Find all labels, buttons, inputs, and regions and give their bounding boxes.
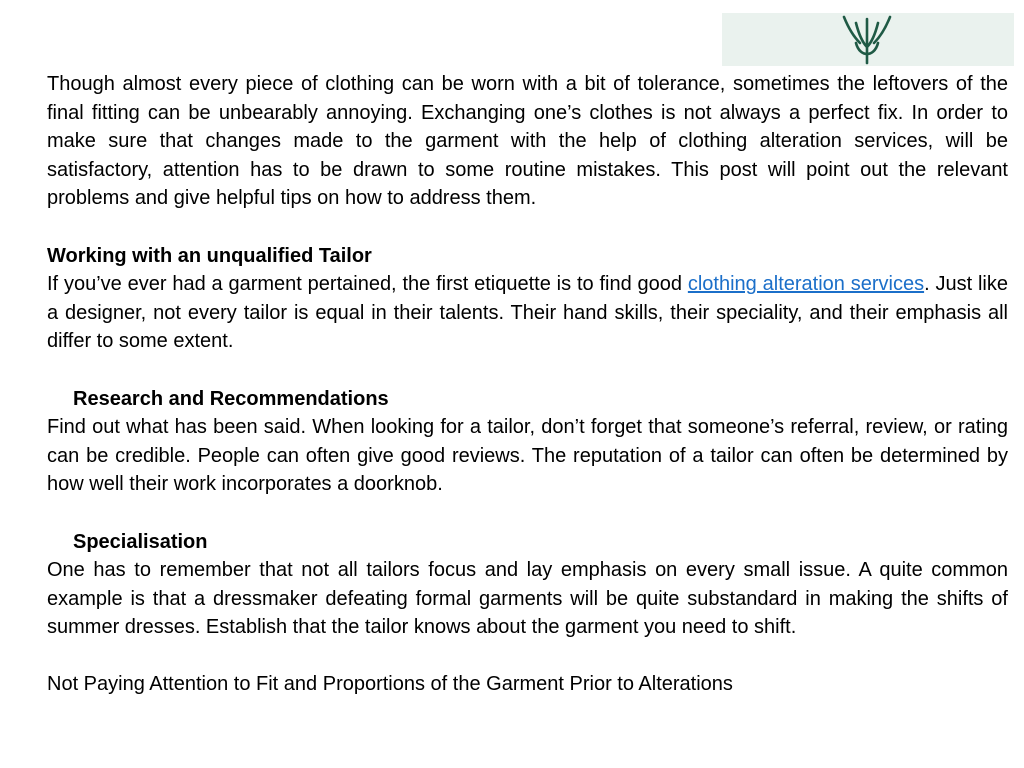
specialisation-paragraph: One has to remember that not all tailors focus and lay emphasis on every small issue. A quite common example is that a dressmaker defeating formal garments will be quite substandard in making the shifts of summer dresses. Establish that the tailor knows about the garment you need to shift. bbox=[47, 559, 1008, 639]
heading-unqualified-tailor: Working with an unqualified Tailor bbox=[47, 244, 372, 267]
heading-specialisation: Specialisation bbox=[73, 530, 208, 553]
trident-w-logo-icon bbox=[838, 13, 898, 66]
closing-line: Not Paying Attention to Fit and Proportions of the Garment Prior to Alterations bbox=[47, 673, 733, 696]
research-paragraph: Find out what has been said. When looking for a tailor, don’t forget that someone’s referral, review, or rating can be credible. People can often give good reviews. The reputation of a tailor can often be determined by how well their work incorporates a doorknob. bbox=[47, 416, 1008, 496]
spacer bbox=[47, 213, 1008, 242]
article-body bbox=[47, 70, 1008, 699]
spacer bbox=[47, 356, 1008, 385]
heading-research-recommendations: Research and Recommendations bbox=[73, 387, 389, 410]
logo-banner bbox=[722, 13, 1014, 66]
spacer bbox=[47, 642, 1008, 671]
spacer bbox=[47, 499, 1008, 528]
paragraph-text: If you’ve ever had a garment pertained, the first etiquette is to find good bbox=[47, 273, 688, 296]
intro-paragraph: Though almost every piece of clothing can be worn with a bit of tolerance, sometimes the leftovers of the final fitting can be unbearably annoying. Exchanging one’s clothes is not always a perfect fix. In order to make sure that changes made to the garment with the help of clothing alteration services, will be satisfactory, attention has to be drawn to some routine mistakes. This post will point out the relevant problems and give helpful tips on how to address them. bbox=[47, 73, 1008, 210]
clothing-alteration-services-link[interactable]: clothing alteration services bbox=[687, 273, 925, 296]
unqualified-tailor-paragraph bbox=[47, 270, 1008, 356]
paragraph-text: . Just like a designer, not every tailor is equal in their talents. Their hand skills, their speciality, and their emphasis all differ to some extent. bbox=[47, 273, 1008, 353]
